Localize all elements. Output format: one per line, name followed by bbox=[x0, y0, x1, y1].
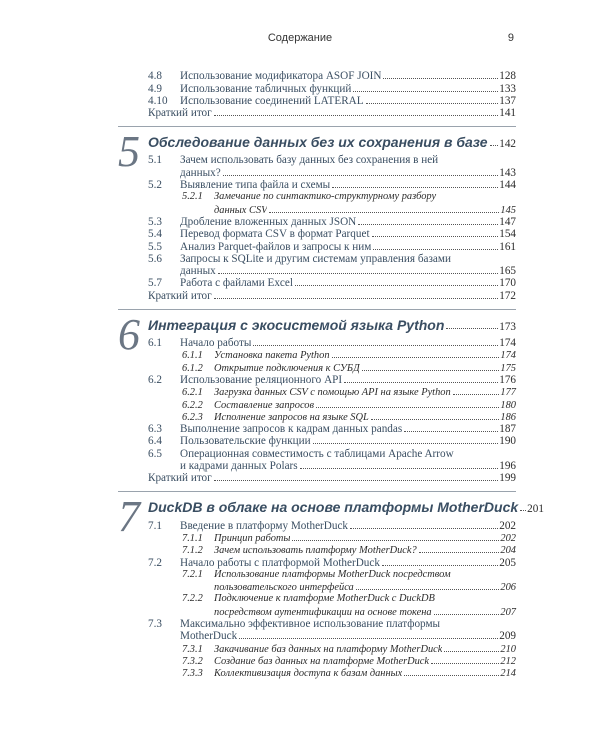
toc-entry-title: Работа с файлами Excel bbox=[180, 277, 293, 290]
chapter-rule bbox=[118, 309, 516, 310]
toc-entry-number: 7.3.3 bbox=[182, 668, 203, 680]
toc-entry-title: Краткий итог bbox=[148, 289, 212, 302]
toc-entry-number: 6.4 bbox=[148, 435, 162, 448]
toc-entry-title: Анализ Parquet-файлов и запросы к ним bbox=[180, 240, 372, 253]
toc-entry-page: 143 bbox=[499, 166, 516, 179]
toc-entry-title: Выявление типа файла и схемы bbox=[180, 179, 331, 192]
toc-entry bbox=[148, 216, 516, 228]
toc-entry bbox=[148, 167, 516, 179]
toc-entry bbox=[148, 337, 516, 349]
toc-entry-title: данных? bbox=[180, 166, 221, 179]
toc-dot-leader bbox=[332, 357, 500, 358]
toc-entry-number: 7.1.1 bbox=[182, 532, 203, 544]
toc-entry-title: Принцип работы bbox=[214, 532, 291, 544]
chapter-page: 173 bbox=[499, 320, 516, 333]
toc-dot-leader bbox=[358, 224, 498, 225]
header-title: Содержание bbox=[267, 32, 333, 44]
toc-entry-number: 6.1.2 bbox=[182, 362, 203, 374]
toc-entry bbox=[148, 82, 516, 94]
toc-entry-page: 205 bbox=[499, 556, 516, 569]
toc-entry bbox=[182, 398, 516, 410]
toc-dot-leader bbox=[371, 419, 500, 420]
toc-entry-title: Начало работы с платформой MotherDuck bbox=[180, 556, 380, 569]
toc-dot-leader bbox=[350, 528, 498, 529]
toc-entry-page: 202 bbox=[500, 532, 516, 544]
toc-dot-leader bbox=[316, 407, 499, 408]
toc-entry-page: 187 bbox=[499, 423, 516, 436]
toc-entry-page: 199 bbox=[499, 472, 516, 485]
toc-entry bbox=[148, 240, 516, 252]
header-page-number: 9 bbox=[507, 32, 514, 44]
toc-entry-number: 4.8 bbox=[148, 70, 162, 83]
toc-entry-page: 147 bbox=[499, 215, 516, 228]
toc-entry-title: Введение в платформу MotherDuck bbox=[180, 519, 349, 532]
toc-entry-page: 196 bbox=[499, 460, 516, 473]
toc-entry-number: 6.3 bbox=[148, 423, 162, 436]
toc-entry-number: 5.6 bbox=[148, 252, 162, 265]
toc-entry bbox=[182, 655, 516, 667]
toc-entry-page: 161 bbox=[499, 240, 516, 253]
toc-entry bbox=[182, 606, 516, 618]
chapter-title-line bbox=[148, 317, 516, 333]
toc-dot-leader bbox=[300, 468, 499, 469]
toc-entry bbox=[148, 265, 516, 277]
toc-entry-title-start: Зачем использовать базу данных без сохранения в ней bbox=[180, 154, 439, 167]
toc-entry-page: 144 bbox=[499, 179, 516, 192]
toc-entry-number: 7.3.2 bbox=[182, 655, 203, 667]
toc-dot-leader bbox=[218, 273, 498, 274]
toc-entry-title-start: Операционная совместимость с таблицами Apache Arrow bbox=[180, 447, 454, 460]
toc-entry-number: 7.3 bbox=[148, 617, 162, 630]
toc-entry bbox=[182, 544, 516, 556]
toc-dot-leader bbox=[366, 103, 499, 104]
toc-dot-leader bbox=[490, 145, 499, 146]
toc-dot-leader bbox=[269, 212, 499, 213]
toc-entry-title-start: Запросы к SQLite и другим системам управления базами bbox=[180, 252, 451, 265]
toc-entry-title: Дробление вложенных данных JSON bbox=[180, 215, 357, 228]
chapter-number: 6 bbox=[118, 309, 140, 359]
toc-entry-page: 175 bbox=[500, 362, 516, 374]
toc-entry-number: 7.2 bbox=[148, 556, 162, 569]
toc-dot-leader bbox=[373, 249, 498, 250]
toc-entry-page: 154 bbox=[499, 228, 516, 241]
chapter-page: 142 bbox=[499, 138, 516, 151]
toc-entry-first-line bbox=[182, 593, 435, 604]
toc-entry bbox=[148, 228, 516, 240]
toc-entry-title: пользовательского интерфейса bbox=[214, 582, 354, 594]
toc-dot-leader bbox=[431, 663, 499, 664]
toc-entry-number: 7.1 bbox=[148, 519, 162, 532]
toc-entry bbox=[182, 532, 516, 544]
toc-entry bbox=[182, 581, 516, 593]
toc-entry bbox=[148, 70, 516, 82]
toc-entry-first-line bbox=[148, 154, 438, 166]
toc-entry-page: 207 bbox=[500, 606, 516, 618]
toc-entry-number: 4.10 bbox=[148, 94, 168, 107]
toc-entry-title: Установка пакета Python bbox=[214, 350, 330, 362]
toc-entry-page: 176 bbox=[499, 373, 516, 386]
toc-entry-title: Использование соединений LATERAL bbox=[180, 94, 364, 107]
toc-dot-leader bbox=[453, 394, 500, 395]
toc-entry-number: 6.2.2 bbox=[182, 399, 203, 411]
toc-entry bbox=[148, 435, 516, 447]
toc-entry-page: 177 bbox=[500, 387, 516, 399]
toc-entry-number: 6.1.1 bbox=[182, 350, 203, 362]
toc-entry-page: 180 bbox=[500, 399, 516, 411]
toc-entry-page: 172 bbox=[499, 289, 516, 302]
toc-entry bbox=[148, 374, 516, 386]
chapter-page: 201 bbox=[527, 503, 544, 516]
chapter-title: DuckDB в облаке на основе платформы MotherDuck bbox=[148, 499, 519, 516]
toc-entry bbox=[182, 642, 516, 654]
chapter-number: 5 bbox=[118, 127, 140, 177]
toc-entry bbox=[182, 203, 516, 215]
toc-entry-first-line bbox=[148, 618, 440, 630]
toc-entry-title-start: Максимально эффективное использование платформы bbox=[180, 617, 441, 630]
toc-entry-page: 204 bbox=[500, 545, 516, 557]
toc-entry bbox=[148, 95, 516, 107]
chapter-rule bbox=[118, 126, 516, 127]
toc-entry-title: Использование реляционного API bbox=[180, 373, 343, 386]
toc-entry-title: и кадрами данных Polars bbox=[180, 460, 298, 473]
toc-dot-leader bbox=[214, 115, 498, 116]
toc-dot-leader bbox=[313, 443, 499, 444]
toc-entry-page: 174 bbox=[500, 350, 516, 362]
toc-entry-page: 170 bbox=[499, 277, 516, 290]
toc-entry-title: Использование табличных функций bbox=[180, 82, 352, 95]
toc-entry-title: данных CSV bbox=[214, 204, 268, 216]
toc-entry-title: посредством аутентификации на основе токена bbox=[214, 606, 432, 618]
toc-entry-number: 6.2 bbox=[148, 373, 162, 386]
toc-entry-number: 7.2.2 bbox=[182, 593, 203, 605]
toc-dot-leader bbox=[239, 638, 498, 639]
toc-entry bbox=[182, 349, 516, 361]
toc-entry bbox=[148, 460, 516, 472]
toc-summary bbox=[148, 107, 516, 119]
toc-dot-leader bbox=[362, 370, 500, 371]
toc-dot-leader bbox=[214, 480, 498, 481]
toc-dot-leader bbox=[434, 614, 500, 615]
toc-entry-page: 141 bbox=[499, 107, 516, 120]
toc-entry-number: 6.2.3 bbox=[182, 411, 203, 423]
toc-entry-page: 206 bbox=[500, 582, 516, 594]
toc-entry-title: Исполнение запросов на языке SQL bbox=[214, 411, 369, 423]
toc-entry bbox=[148, 630, 516, 642]
toc-dot-leader bbox=[404, 431, 498, 432]
toc-dot-leader bbox=[446, 328, 498, 329]
toc-dot-leader bbox=[332, 187, 498, 188]
toc-dot-leader bbox=[356, 589, 500, 590]
toc-dot-leader bbox=[344, 382, 498, 383]
toc-entry-title: Перевод формата CSV в формат Parquet bbox=[180, 228, 370, 241]
toc-dot-leader bbox=[295, 285, 498, 286]
toc-entry-title: Открытие подключения к СУБД bbox=[214, 362, 360, 374]
toc-dot-leader bbox=[214, 298, 498, 299]
toc-entry-number: 7.1.2 bbox=[182, 545, 203, 557]
toc-entry-number: 7.2.1 bbox=[182, 568, 203, 580]
chapter-title: Интеграция с экосистемой языка Python bbox=[148, 316, 445, 333]
toc-entry-page: 212 bbox=[500, 655, 516, 667]
toc-entry-number: 5.2.1 bbox=[182, 191, 203, 203]
toc-entry-title: Выполнение запросов к кадрам данных pandas bbox=[180, 423, 403, 436]
toc-entry bbox=[148, 179, 516, 191]
toc-entry-page: 202 bbox=[499, 519, 516, 532]
toc-entry-title: Начало работы bbox=[180, 337, 252, 350]
chapter-number: 7 bbox=[118, 492, 140, 542]
toc-entry-title: Краткий итог bbox=[148, 472, 212, 485]
toc-dot-leader bbox=[382, 565, 498, 566]
toc-entry-title-start: Подключение к платформе MotherDuck с DuckDB bbox=[214, 593, 435, 605]
toc-entry-page: 133 bbox=[499, 82, 516, 95]
toc-entry-page: 186 bbox=[500, 411, 516, 423]
toc-entry-page: 145 bbox=[500, 204, 516, 216]
toc-entry-number: 5.7 bbox=[148, 277, 162, 290]
toc-entry-first-line bbox=[182, 191, 436, 202]
toc-entry-title: данных bbox=[180, 265, 216, 278]
toc-summary bbox=[148, 472, 516, 484]
toc-dot-leader bbox=[353, 91, 498, 92]
chapter-title-line bbox=[148, 499, 544, 516]
toc-entry-title-start: Замечание по синтактико-структурному разбору bbox=[214, 191, 437, 203]
toc-entry-number: 7.3.1 bbox=[182, 643, 203, 655]
toc-entry-title: Пользовательские функции bbox=[180, 435, 311, 448]
toc-entry-title: Краткий итог bbox=[148, 107, 212, 120]
toc-entry bbox=[182, 667, 516, 679]
toc-entry-title: Закачивание баз данных на платформу MotherDuck bbox=[214, 643, 443, 655]
toc-dot-leader bbox=[223, 175, 499, 176]
toc-entry-title: MotherDuck bbox=[180, 630, 238, 643]
toc-dot-leader bbox=[419, 552, 500, 553]
toc-entry-first-line bbox=[148, 448, 454, 460]
chapter-rule bbox=[118, 491, 516, 492]
toc-entry-page: 214 bbox=[500, 668, 516, 680]
toc-entry bbox=[182, 386, 516, 398]
toc-entry-first-line bbox=[182, 569, 451, 580]
toc-entry bbox=[182, 411, 516, 423]
toc-entry-number: 5.5 bbox=[148, 240, 162, 253]
toc-summary bbox=[148, 290, 516, 302]
toc-entry bbox=[148, 519, 516, 531]
toc-entry-number: 5.4 bbox=[148, 228, 162, 241]
chapter-title-line bbox=[148, 134, 516, 150]
toc-dot-leader bbox=[383, 78, 498, 79]
toc-entry-first-line bbox=[148, 253, 451, 265]
toc-entry-number: 5.1 bbox=[148, 154, 162, 167]
toc-entry-page: 137 bbox=[499, 94, 516, 107]
chapter-title: Обследование данных без их сохранения в базе bbox=[148, 134, 488, 151]
toc-entry-title: Использование модификатора ASOF JOIN bbox=[180, 70, 382, 83]
toc-entry-number: 6.1 bbox=[148, 337, 162, 350]
toc-entry-title: Загрузка данных CSV с помощью API на языке Python bbox=[214, 387, 451, 399]
toc-entry-page: 174 bbox=[499, 337, 516, 350]
toc-dot-leader bbox=[372, 236, 499, 237]
toc-entry bbox=[148, 277, 516, 289]
toc-entry-number: 4.9 bbox=[148, 82, 162, 95]
toc-dot-leader bbox=[520, 510, 526, 511]
toc-entry bbox=[182, 361, 516, 373]
toc-entry-page: 190 bbox=[499, 435, 516, 448]
toc-entry-number: 6.5 bbox=[148, 447, 162, 460]
toc-entry-number: 5.2 bbox=[148, 179, 162, 192]
toc-dot-leader bbox=[444, 651, 499, 652]
toc-entry bbox=[148, 556, 516, 568]
toc-dot-leader bbox=[292, 540, 499, 541]
toc-entry-page: 128 bbox=[499, 70, 516, 83]
toc-entry-page: 165 bbox=[499, 265, 516, 278]
toc-entry-title: Коллективизация доступа к базам данных bbox=[214, 668, 403, 680]
toc-entry-number: 6.2.1 bbox=[182, 387, 203, 399]
toc-entry-number: 5.3 bbox=[148, 215, 162, 228]
toc-dot-leader bbox=[404, 675, 499, 676]
toc-entry-title: Создание баз данных на платформе MotherDuck bbox=[214, 655, 430, 667]
toc-entry-title: Зачем использовать платформу MotherDuck? bbox=[214, 545, 417, 557]
toc-entry-title: Составление запросов bbox=[214, 399, 314, 411]
running-header bbox=[0, 32, 600, 48]
toc-dot-leader bbox=[253, 345, 498, 346]
toc-entry-title-start: Использование платформы MotherDuck посредством bbox=[214, 568, 451, 580]
toc-entry-page: 209 bbox=[499, 630, 516, 643]
toc-entry-page: 210 bbox=[500, 643, 516, 655]
toc-entry bbox=[148, 423, 516, 435]
